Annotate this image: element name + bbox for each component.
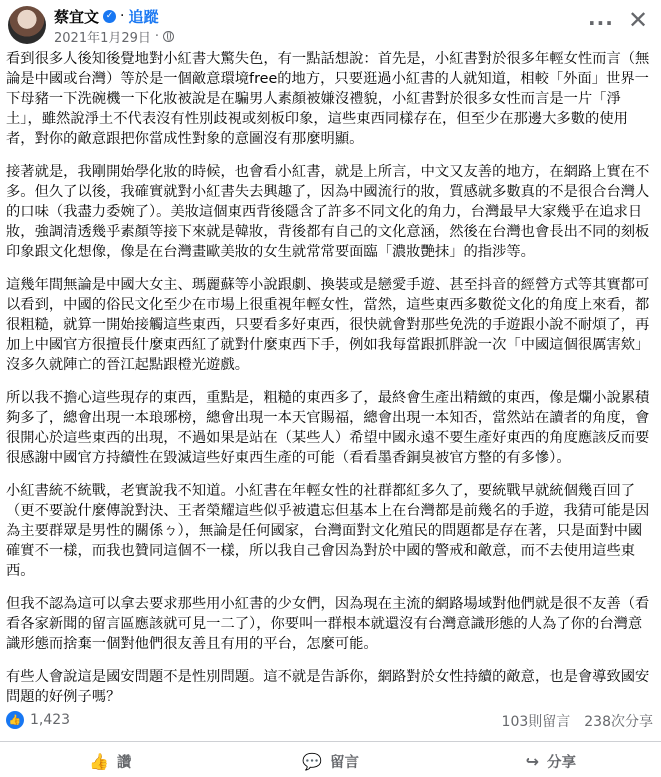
author-line [54, 6, 158, 26]
post-paragraph: 看到很多人後知後覺地對小紅書大驚失色，有一點話想說：首先是，小紅書對於很多年輕女性而言（無論是中國或台灣）等於是一個敵意環境free的地方，只要逛過小紅書的人就知道，相較「外面」世界一下母豬一下洗碗機一下化妝被說是在騙男人素顏被嫌沒禮貌，小紅書對於很多女性而言是一片「淨土」，雖然說淨土不代表沒有性別歧視或刻板印象，這些東西同樣存在，但至少在那邊大多數的使用者，對你的敵意跟把你當成性對象的意圖沒有那麼明顯。 [6, 51, 650, 147]
author-name[interactable]: 蔡宜文 [54, 7, 100, 26]
more-icon[interactable]: ··· [588, 11, 614, 35]
like-button[interactable] [0, 745, 220, 777]
thumbs-up-icon: 👍 [88, 751, 109, 771]
share-label: 分享 [547, 754, 577, 771]
post-paragraph: 所以我不擔心這些現存的東西，重點是，粗糙的東西多了，最終會生產出精緻的東西，像是爛小說累積夠多了，總會出現一本琅琊榜，總會出現一本天官賜福，總會出現一本知否，當然站在讀者的角度，會很開心於這些東西的出現，不過如果是站在（某些人）希望中國永遠不要生產好東西的角度應該反而要很感謝中國官方持續性在毀滅這些好東西生產的可能（看看墨香銅臭被官方整的有多慘）。 [6, 390, 650, 466]
post-paragraph: 接著就是，我剛開始學化妝的時候，也會看小紅書，就是上所言，中文又友善的地方，在網路上實在不多。但久了以後，我確實就對小紅書失去興趣了，因為中國流行的妝，質感就多數真的不是很合台灣人的口味（我盡力委婉了）。美妝這個東西背後隱含了許多不同文化的角力，台灣最早大家幾乎在追求日妝，強調清透幾乎素顏等接下來就是韓妝，背後都有自己的文化意涵，然後在台灣也會長出不同的刻板印象跟文化想像，像是在台灣畫歐美妝的女生就常常要面臨「濃妝艷抹」的指涉等。 [6, 164, 650, 260]
comment-button[interactable] [220, 745, 440, 777]
comment-label: 留言 [329, 754, 359, 771]
globe-icon[interactable] [163, 31, 174, 42]
like-label: 讚 [116, 754, 132, 771]
close-icon[interactable]: ✕ [628, 6, 649, 34]
action-bar [0, 745, 661, 777]
reactions-summary[interactable] [6, 711, 70, 729]
share-button[interactable] [441, 745, 661, 777]
share-icon: ↪ [525, 751, 540, 771]
shares-count[interactable]: 238次分享 [584, 714, 653, 730]
post-meta [54, 27, 174, 46]
post-header [0, 0, 661, 48]
post-paragraph: 有些人會說這是國安問題不是性別問題。這不就是告訴你，網路對於女性持續的敵意，也是會導致國安問題的好例子嗎？ [6, 669, 650, 705]
post-date[interactable]: 2021年1月29日 [54, 31, 151, 46]
author-avatar[interactable] [8, 6, 46, 44]
engagement-counts [502, 711, 653, 731]
comments-count[interactable]: 103則留言 [501, 714, 571, 730]
like-icon: 👍 [6, 711, 24, 729]
separator-dot: · [154, 29, 160, 44]
reactions-count[interactable]: 1,423 [30, 712, 71, 728]
post-body [6, 49, 656, 720]
verified-badge-icon: ✓ [103, 10, 116, 23]
divider [0, 741, 661, 742]
post-paragraph: 但我不認為這可以拿去要求那些用小紅書的少女們，因為現在主流的網路場域對他們就是很不友善（看看各家新聞的留言區應該就可見一二了），你要叫一群根本就還沒有台灣意識形態的人為了你的台灣意識形態而捨棄一個對他們很友善且有用的平台，怎麼可能。 [6, 596, 650, 652]
follow-button[interactable]: 追蹤 [128, 7, 159, 26]
comment-icon: 💬 [302, 751, 322, 771]
post-paragraph: 這幾年間無論是中國大女主、瑪麗蘇等小說跟劇、換裝或是戀愛手遊、甚至抖音的經營方式等其實都可以看到，中國的俗民文化至少在市場上很重視年輕女性，當然，這些東西多數從文化的角度上來看，都很粗糙，就算一開始接觸這些東西，只要看多好東西，很快就會對那些免洗的手遊跟小說不耐煩了，再加上中國官方很擅長什麼東西紅了就對什麼東西下手，例如我每當跟抓胖說一次「中國這個很厲害欸」沒多久就陣亡的晉江起點跟橙光遊戲。 [6, 277, 650, 373]
post-paragraph: 小紅書統不統戰，老實說我不知道。小紅書在年輕女性的社群都紅多久了，要統戰早就統個幾百回了（更不要說什麼傳說對決、王者榮耀這些似乎被遺忘但基本上在台灣都是前幾名的手遊，我猜可能是因為主要群眾是男性的關係ㄅ），無論是任何國家，台灣面對文化殖民的問題都是存在著，只是面對中國確實不一樣，而我也贊同這個不一樣，所以我自己會因為對於中國的警戒和敵意，而不去使用這些東西。 [6, 483, 650, 579]
separator-dot: · [120, 8, 125, 24]
